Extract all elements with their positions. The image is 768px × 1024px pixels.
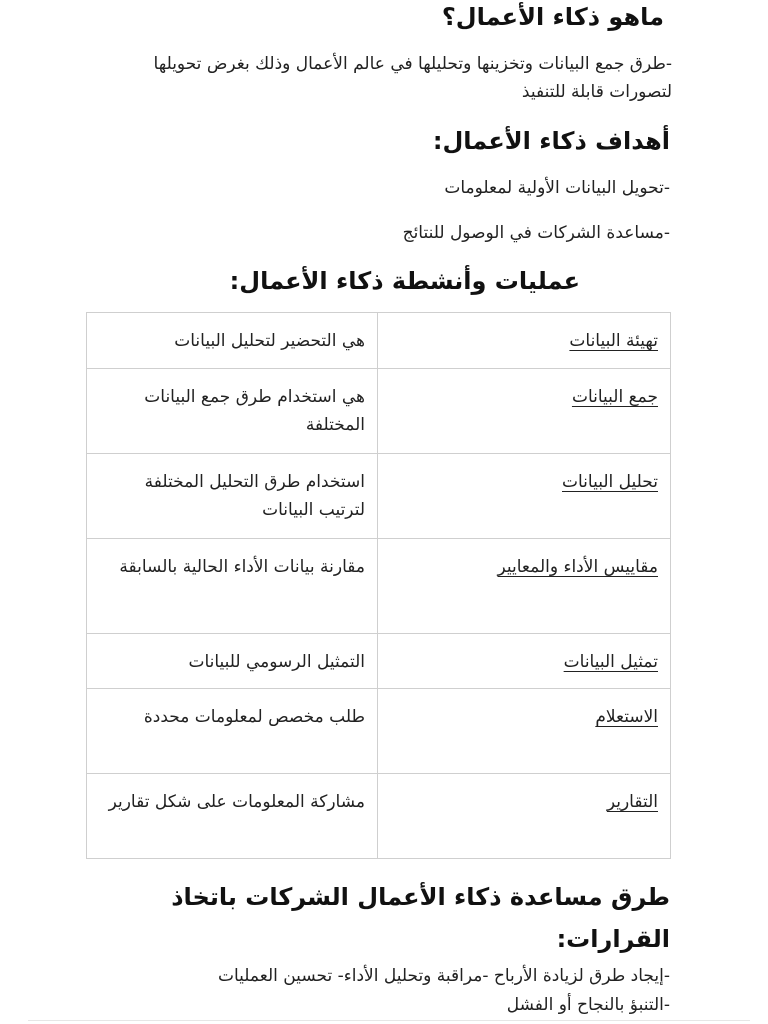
term-label: تهيئة البيانات bbox=[569, 331, 658, 351]
operations-table bbox=[86, 312, 671, 859]
goals-heading: أهداف ذكاء الأعمال: bbox=[432, 127, 670, 155]
description-cell: مقارنة بيانات الأداء الحالية بالسابقة bbox=[87, 539, 378, 634]
description-cell: التمثيل الرسومي للبيانات bbox=[87, 634, 378, 689]
term-cell bbox=[378, 369, 671, 454]
table-row bbox=[87, 774, 671, 859]
term-cell bbox=[378, 634, 671, 689]
ways-line: -التنبؤ بالنجاح أو الفشل bbox=[506, 995, 670, 1015]
term-label: مقاييس الأداء والمعايير bbox=[497, 557, 658, 577]
term-label: التقارير bbox=[606, 792, 658, 812]
goal-item: -مساعدة الشركات في الوصول للنتائج bbox=[402, 223, 670, 243]
table-row bbox=[87, 313, 671, 369]
description-cell: مشاركة المعلومات على شكل تقارير bbox=[87, 774, 378, 859]
description-cell: هي التحضير لتحليل البيانات bbox=[87, 313, 378, 369]
term-cell bbox=[378, 313, 671, 369]
table-row bbox=[87, 689, 671, 774]
definition-text: -طرق جمع البيانات وتخزينها وتحليلها في عالم الأعمال وذلك بغرض تحويلها لتصورات قابلة للتنفيذ bbox=[153, 54, 672, 102]
table-row bbox=[87, 634, 671, 689]
bottom-divider bbox=[28, 1020, 750, 1021]
table-row bbox=[87, 539, 671, 634]
what-is-heading: ماهو ذكاء الأعمال؟ bbox=[441, 3, 664, 31]
ways-line: -إيجاد طرق لزيادة الأرباح -مراقبة وتحليل الأداء- تحسين العمليات bbox=[217, 966, 670, 986]
goal-item: -تحويل البيانات الأولية لمعلومات bbox=[444, 178, 670, 198]
term-label: تمثيل البيانات bbox=[563, 652, 658, 672]
ways-heading: طرق مساعدة ذكاء الأعمال الشركات باتخاذ القرارات: bbox=[171, 883, 670, 953]
term-cell bbox=[378, 689, 671, 774]
description-cell: هي استخدام طرق جمع البيانات المختلفة bbox=[87, 369, 378, 454]
operations-heading: عمليات وأنشطة ذكاء الأعمال: bbox=[229, 267, 580, 295]
description-cell: استخدام طرق التحليل المختلفة لترتيب البيانات bbox=[87, 454, 378, 539]
table-row bbox=[87, 369, 671, 454]
description-cell: طلب مخصص لمعلومات محددة bbox=[87, 689, 378, 774]
term-cell bbox=[378, 454, 671, 539]
table-row bbox=[87, 454, 671, 539]
term-cell bbox=[378, 774, 671, 859]
term-cell bbox=[378, 539, 671, 634]
term-label: تحليل البيانات bbox=[562, 472, 658, 492]
term-label: الاستعلام bbox=[595, 707, 658, 727]
term-label: جمع البيانات bbox=[571, 387, 658, 407]
